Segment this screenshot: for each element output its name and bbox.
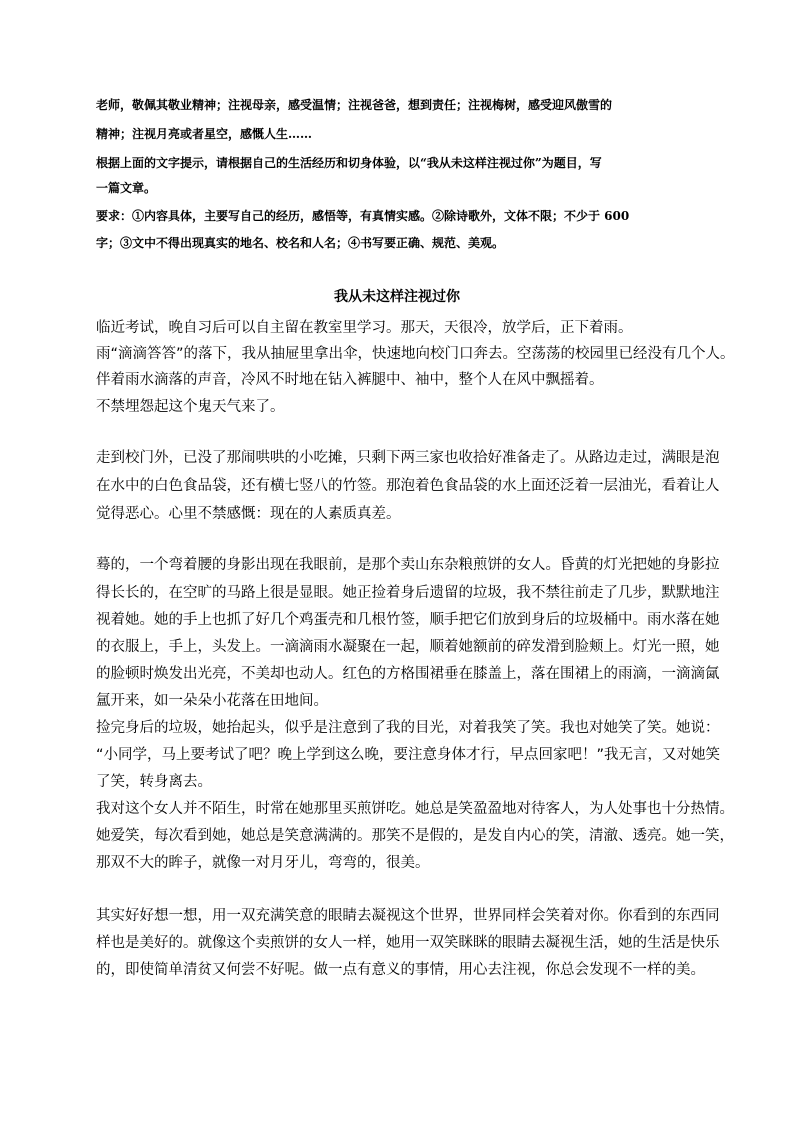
- essay-line: 我对这个女人并不陌生，时常在她那里买煎饼吃。她总是笑盈盈地对待客人，为人处事也十分热情。: [96, 801, 734, 817]
- essay-line: 临近考试，晚自习后可以自主留在教室里学习。那天，天很冷，放学后，正下着雨。: [96, 320, 633, 336]
- essay-line: 得长长的，在空旷的马路上很是显眼。她正捡着身后遗留的垃圾，我不禁往前走了几步，默默地注: [96, 585, 720, 601]
- essay-line: 走到校门外，已没了那闹哄哄的小吃摊，只剩下两三家也收拾好准备走了。从路边走过，满眼是泡: [96, 450, 720, 466]
- essay-line: 捡完身后的垃圾，她抬起头，似乎是注意到了我的目光，对着我笑了笑。我也对她笑了笑。她说：: [96, 720, 720, 736]
- essay-line: 的衣服上，手上，头发上。一滴滴雨水凝聚在一起，顺着她额前的碎发滑到脸颊上。灯光一照，她: [96, 639, 720, 655]
- essay-line: 伴着雨水滴落的声音，冷风不时地在钻入裤腿中、袖中，整个人在风中飘摇着。: [96, 372, 604, 388]
- essay-line: 的，即使简单清贫又何尝不好呢。做一点有意义的事情，用心去注视，你总会发现不一样的美。: [96, 962, 705, 978]
- essay-line: 蓦的，一个弯着腰的身影出现在我眼前，是那个卖山东杂粮煎饼的女人。昏黄的灯光把她的身影拉: [96, 557, 720, 573]
- essay-line: 样也是美好的。就像这个卖煎饼的女人一样，她用一双笑眯眯的眼睛去凝视生活，她的生活是快乐: [96, 935, 720, 951]
- prompt-line: 老师，敬佩其敬业精神；注视母亲，感受温情；注视爸爸，想到责任；注视梅树，感受迎风傲雪的: [96, 98, 613, 112]
- essay-line: 觉得恶心。心里不禁感慨：现在的人素质真差。: [96, 506, 401, 522]
- essay-line: 她爱笑，每次看到她，她总是笑意满满的。那笑不是假的，是发自内心的笑，清澈、透亮。她一笑，: [96, 828, 734, 844]
- prompt-line: 一篇文章。: [96, 181, 157, 195]
- essay-line: 了笑，转身离去。: [96, 774, 212, 790]
- essay-line: 雨“滴滴答答”的落下，我从抽屉里拿出伞，快速地向校门口奔去。空荡荡的校园里已经没有几个人。: [96, 346, 735, 362]
- essay-line: 视着她。她的手上也抓了好几个鸡蛋壳和几根竹签，顺手把它们放到身后的垃圾桶中。雨水落在她: [96, 612, 720, 628]
- essay-title: 我从未这样注视过你: [334, 289, 460, 305]
- essay-line: 不禁埋怨起这个鬼天气来了。: [96, 399, 285, 415]
- essay-line: 在水中的白色食品袋，还有横七竖八的竹签。那泡着色食品袋的水上面还泛着一层油光，看着让人: [96, 478, 720, 494]
- prompt-line: 要求：①内容具体，主要写自己的经历，感悟等，有真情实感。②除诗歌外，文体不限；不少于 600: [96, 209, 630, 223]
- essay-line: 氲开来，如一朵朵小花落在田地间。: [96, 693, 328, 709]
- prompt-line: 精神；注视月亮或者星空，感慨人生……: [96, 127, 313, 141]
- essay-line: 其实好好想一想，用一双充满笑意的眼睛去凝视这个世界，世界同样会笑着对你。你看到的东西同: [96, 908, 720, 924]
- essay-line: “小同学，马上要考试了吧？晚上学到这么晚，要注意身体才行，早点回家吧！”我无言，又对她笑: [96, 747, 721, 763]
- essay-line: 那双不大的眸子，就像一对月牙儿，弯弯的，很美。: [96, 855, 430, 871]
- prompt-line: 根据上面的文字提示，请根据自己的生活经历和切身体验，以“我从未这样注视过你”为题目，写: [96, 156, 602, 170]
- essay-line: 的脸顿时焕发出光亮，不美却也动人。红色的方格围裙垂在膝盖上，落在围裙上的雨滴，一滴滴氤: [96, 666, 720, 682]
- prompt-line: 字；③文中不得出现真实的地名、校名和人名；④书写要正确、规范、美观。: [96, 236, 505, 250]
